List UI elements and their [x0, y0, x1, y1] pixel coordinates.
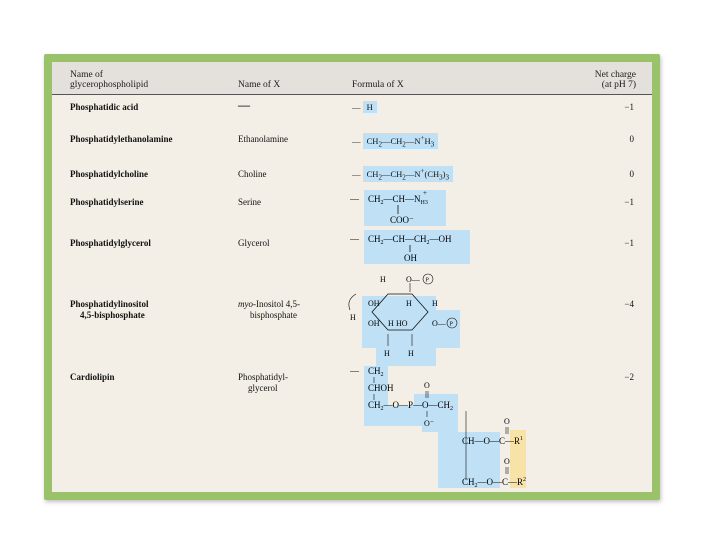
formula-glycerol — [350, 230, 480, 266]
slide-frame — [44, 54, 660, 500]
charge-phosphatidylcholine: 0 — [629, 169, 634, 179]
charge-cardiolipin: −2 — [624, 372, 634, 382]
header-col-charge-line1: Net charge — [594, 70, 636, 80]
row-name-cardiolipin: Cardiolipin — [70, 372, 115, 382]
svg-text:H: H — [406, 299, 412, 308]
formula-serine — [350, 190, 460, 228]
row-x-glycerol: Glycerol — [238, 238, 270, 248]
svg-text:CH2—CH—CH2—OH: $CH_2—CH—CH_2—OH$ — [368, 234, 452, 246]
svg-text:CH2: $CH_2$ — [368, 366, 384, 378]
svg-text:OH: OH — [404, 253, 417, 263]
svg-text:H: H — [380, 275, 386, 284]
row-x-phosphatidic-acid: — — [238, 98, 250, 112]
svg-text:—: — — [350, 366, 359, 376]
charge-phosphatidylglycerol: −1 — [624, 238, 634, 248]
svg-text:OH: OH — [368, 299, 380, 308]
row-name-phosphatidylglycerol: Phosphatidylglycerol — [70, 238, 151, 248]
svg-text:CH—O—C—R1: $CH—O—C—R^1$ — [462, 436, 524, 446]
svg-text:H: H — [408, 349, 414, 358]
row-x-choline: Choline — [238, 169, 267, 179]
svg-text:H: H — [432, 299, 438, 308]
row-name-phosphatidylinositol-line2: 4,5-bisphosphate — [80, 310, 145, 320]
header-col-x: Name of X — [238, 80, 281, 90]
svg-text:CHOH: CHOH — [368, 383, 394, 393]
row-x-phosphatidylglycerol-line1: Phosphatidyl- — [238, 372, 289, 382]
svg-text:COO⁻: COO⁻ — [390, 215, 414, 225]
svg-text:—: — — [350, 234, 359, 244]
formula-ethanolamine: — $CH_2—CH_2—N^+H_3$ — [352, 134, 438, 149]
svg-text:O: O — [504, 417, 510, 426]
svg-text:—: — — [350, 194, 359, 204]
charge-phosphatidic-acid: −1 — [624, 102, 634, 112]
table-panel — [52, 62, 652, 492]
row-name-phosphatidylserine: Phosphatidylserine — [70, 197, 144, 207]
charge-phosphatidylethanolamine: 0 — [629, 134, 634, 144]
svg-text:+: + — [423, 190, 427, 197]
svg-text:O: O — [504, 457, 510, 466]
svg-text:CH2—CH—NH3: $CH_2—CH—N_{H3}$ — [368, 194, 428, 206]
table-header — [52, 62, 652, 95]
svg-text:CH2—O—C—R2: $CH_2—O—C—R^2$ — [462, 477, 527, 489]
charge-phosphatidylinositol: −4 — [624, 299, 634, 309]
row-name-phosphatidylcholine: Phosphatidylcholine — [70, 169, 149, 179]
formula-choline: — $CH_2—CH_2—N^+(CH_3)_3$ — [352, 167, 453, 182]
svg-text:HO: HO — [396, 319, 408, 328]
header-col-name-line2: glycerophospholipid — [70, 80, 149, 90]
svg-text:H: H — [384, 349, 390, 358]
svg-text:O⁻: O⁻ — [424, 419, 434, 428]
svg-text:H: H — [350, 313, 356, 322]
row-x-inositol-line2: bisphosphate — [250, 310, 297, 320]
svg-text:O—: O— — [432, 319, 446, 328]
header-col-name-line1: Name of — [70, 70, 103, 80]
formula-inositol-ring — [348, 272, 474, 368]
svg-text:O—: O— — [406, 275, 420, 284]
row-x-phosphatidylglycerol-line2: glycerol — [248, 383, 278, 393]
formula-cardiolipin — [350, 364, 540, 490]
row-x-serine: Serine — [238, 197, 261, 207]
row-name-phosphatidic-acid: Phosphatidic acid — [70, 102, 139, 112]
row-name-phosphatidylinositol-line1: Phosphatidylinositol — [70, 299, 149, 309]
formula-phosphatidic-acid: — H — [352, 102, 377, 112]
header-col-formula: Formula of X — [352, 80, 404, 90]
svg-text:OH: OH — [368, 319, 380, 328]
row-name-phosphatidylethanolamine: Phosphatidylethanolamine — [70, 134, 173, 144]
svg-text:O: O — [424, 381, 430, 390]
svg-text:CH2—O—P—O—CH2: $CH_2—O—P—O—CH_2$ — [368, 400, 454, 412]
row-x-ethanolamine: Ethanolamine — [238, 134, 288, 144]
svg-text:H: H — [388, 319, 394, 328]
header-col-charge-line2: (at pH 7) — [601, 80, 636, 90]
charge-phosphatidylserine: −1 — [624, 197, 634, 207]
row-x-inositol-line1: myo-Inositol 4,5- — [238, 299, 300, 309]
svg-text:P: P — [449, 321, 453, 328]
svg-text:P: P — [425, 277, 429, 284]
